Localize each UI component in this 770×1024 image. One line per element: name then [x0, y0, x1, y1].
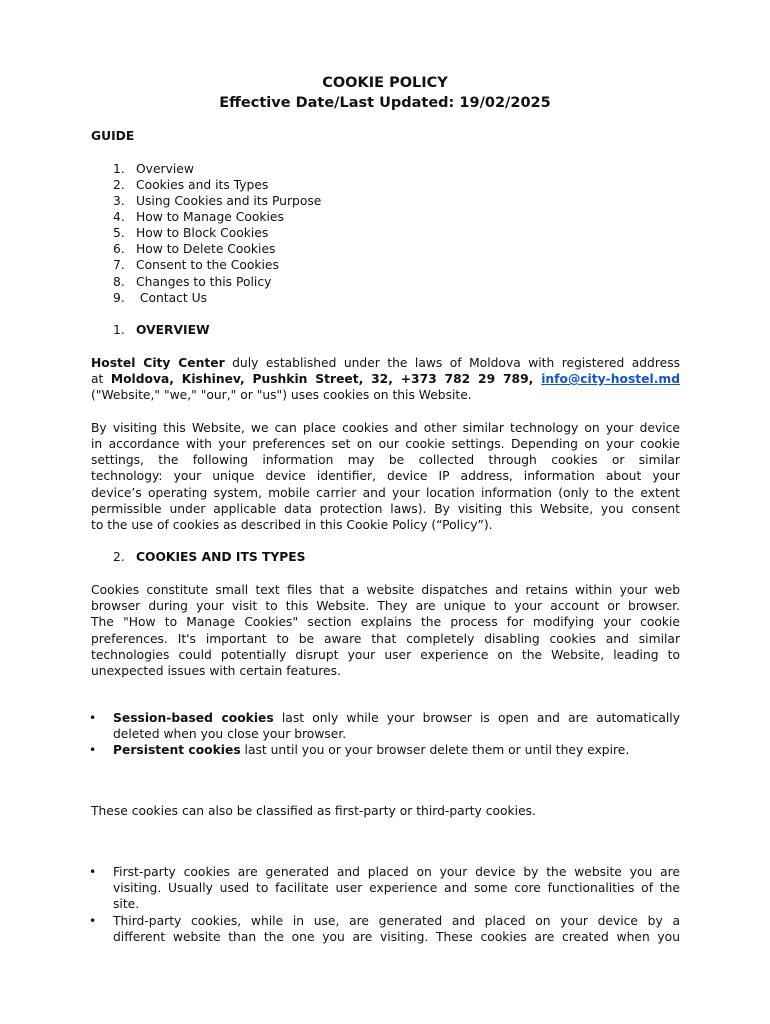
overview-heading: 1. OVERVIEW [113, 323, 210, 337]
guide-heading: GUIDE [91, 129, 135, 143]
document-page: COOKIE POLICY Effective Date/Last Updated: 19/02/2025 GUIDE 1. Overview 2. Cookies and its Types 3. Using Cookies and its Purpose 4. How to Manage Cookies 5. How to Block Cookies 6. How to Delete Cookies 7. Consent to the Cookies 8. Changes to this Policy 9. Contact Us 1. OVERVIEW Hostel City Center duly established under the laws of Moldova with registered address at Moldova, Kishinev, Pushkin Street, 32, +373 782 29 789, info@city-hostel.md ("Website," "we," "our," or "us") uses cookies on this Website. By visiting this Website, we can place cookies and other similar technology on your device in accordance with your preferences set on our cookie settings. Depending on your cookie settings, the following information may be collected through cookies or similar technology: your unique device identifier, device IP address, information about your device’s operating system, mobile carrier and your location information (only to the extent permissible under applicable data protection laws). By visiting this Website, you consent to the use of cookies as described in this Cookie Policy (“Policy”). 2. COOKIES AND ITS TYPES Cookies constitute small text files that a website dispatches and retains within your web browser during your visit to this Website. They are unique to your account or browser. The "How to Manage Cookies" section explains the process for modifying your cookie preferences. It's important to be aware that completely disabling cookies and similar technologies could potentially disrupt your user experience on the Website, leading to unexpected issues with certain features. • Session-based cookies last only while your browser is open and are automatically deleted when you close your browser. • Persistent cookies last until you or your browser delete them or until they expire. These cookies can also be classified as first-party or third-party cookies. • First-party cookies are generated and placed on your device by the website you are visiting. Usually used to facilitate user experience and some core functionalities of the site. • Third-party cookies, while in use, are generated and placed on your device by a different website than the one you are visiting. These cookies are created when you [0, 0, 770, 1024]
guide-item: 7. Consent to the Cookies [113, 258, 279, 272]
paragraph-line: permissible under applicable data protection laws). By visiting this Website, you consent [91, 502, 680, 516]
guide-item: 2. Cookies and its Types [113, 178, 269, 192]
paragraph-line: to the use of cookies as described in this Cookie Policy (“Policy”). [91, 518, 493, 532]
paragraph-line: unexpected issues with certain features. [91, 664, 341, 678]
guide-item: 3. Using Cookies and its Purpose [113, 194, 322, 208]
effective-date: Effective Date/Last Updated: 19/02/2025 [219, 95, 551, 111]
paragraph-line: The "How to Manage Cookies" section explains the process for modifying your cookie [91, 615, 680, 629]
bullet-icon: • [89, 711, 97, 725]
paragraph-line: device’s operating system, mobile carrier and your location information (only to the extent [91, 486, 680, 500]
bullet-icon: • [89, 865, 97, 879]
overview-address-line: at Moldova, Kishinev, Pushkin Street, 32, +373 782 29 789, info@city-hostel.md [91, 372, 680, 386]
paragraph-line: technologies could potentially disrupt your user experience on the Website, leading to [91, 648, 680, 662]
guide-item: 1. Overview [113, 162, 194, 176]
guide-item: 9. Contact Us [113, 291, 208, 305]
email-link[interactable]: info@city-hostel.md [541, 372, 680, 386]
paragraph-line: Cookies constitute small text files that a website dispatches and retains within your web [91, 583, 680, 597]
paragraph-line: preferences. It's important to be aware that completely disabling cookies and similar [91, 632, 680, 646]
guide-item: 5. How to Block Cookies [113, 226, 269, 240]
paragraph-line: browser during your visit to this Website. They are unique to your account or browser. [91, 599, 680, 613]
types-heading: 2. COOKIES AND ITS TYPES [113, 550, 306, 564]
paragraph-line: By visiting this Website, we can place cookies and other similar technology on your device [91, 421, 680, 435]
guide-item: 4. How to Manage Cookies [113, 210, 284, 224]
page-title: COOKIE POLICY [322, 75, 448, 91]
overview-line: Hostel City Center duly established under the laws of Moldova with registered address [91, 356, 681, 370]
paragraph-line: settings, the following information may be collected through cookies or similar [91, 453, 680, 467]
bullet-icon: • [89, 914, 97, 928]
bullet-icon: • [89, 743, 97, 757]
paragraph-line: technology: your unique device identifier, device IP address, information about your [91, 469, 680, 483]
overview-line: ("Website," "we," "our," or "us") uses cookies on this Website. [91, 388, 472, 402]
paragraph-line: in accordance with your preferences set on our cookie settings. Depending on your cookie [91, 437, 680, 451]
guide-item: 6. How to Delete Cookies [113, 242, 276, 256]
guide-item: 8. Changes to this Policy [113, 275, 272, 289]
classification-text: These cookies can also be classified as first-party or third-party cookies. [91, 804, 536, 818]
